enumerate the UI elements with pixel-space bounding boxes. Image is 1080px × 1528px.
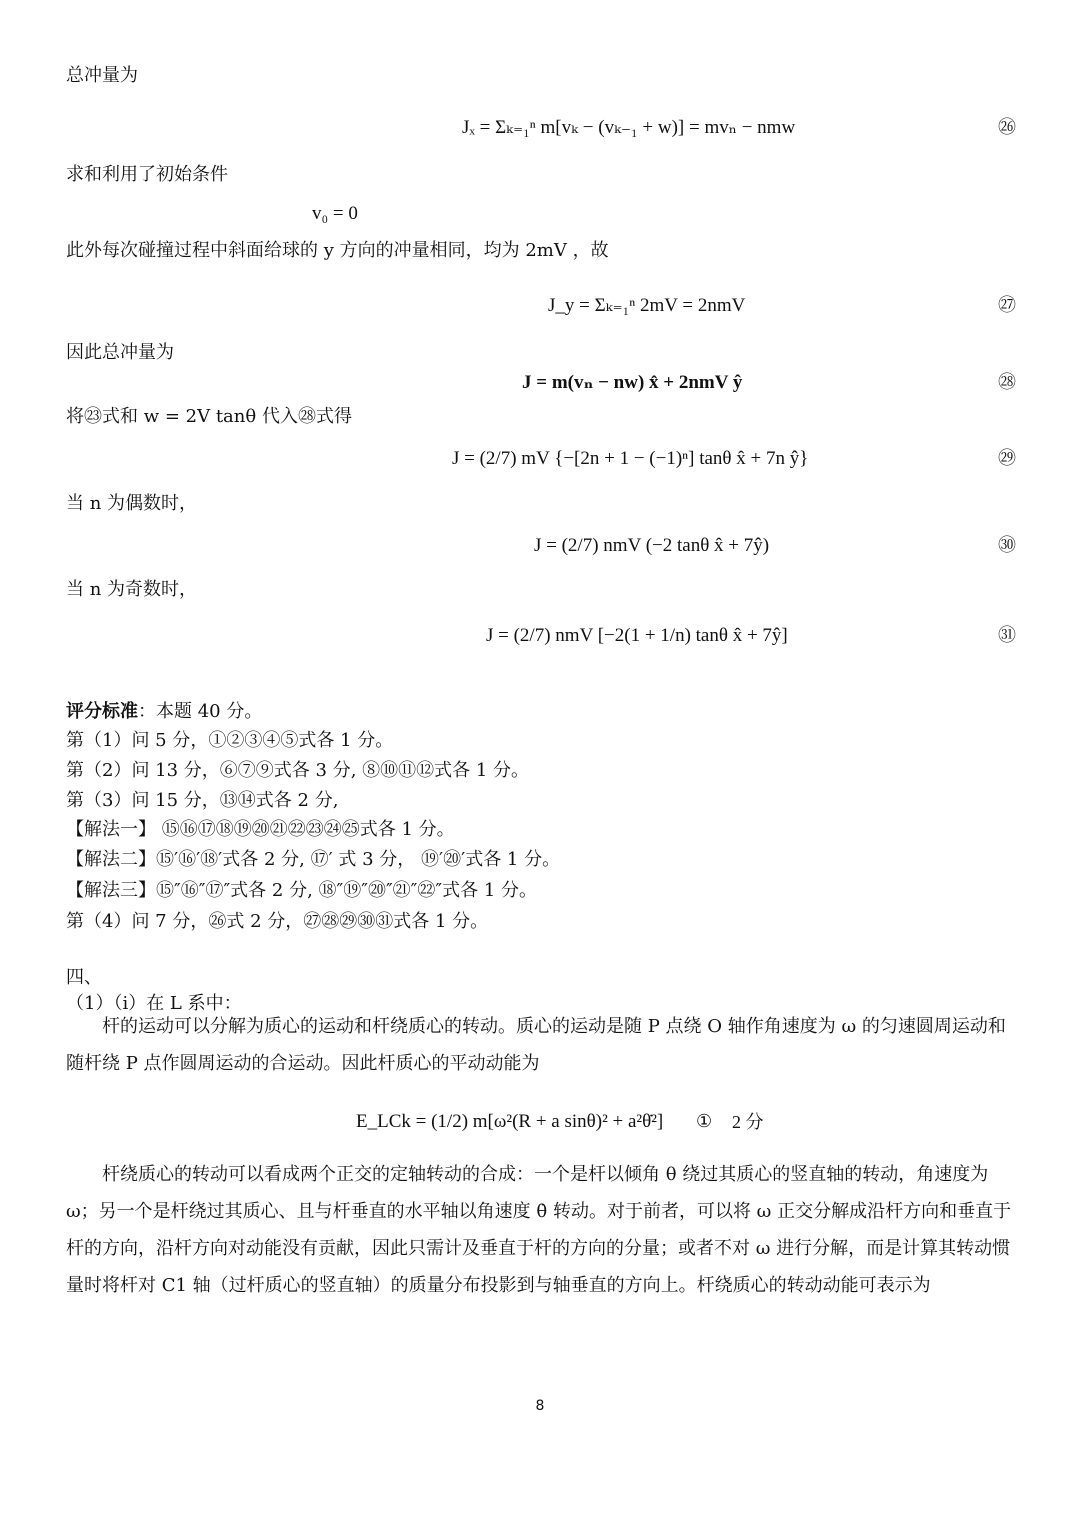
- text-n-even: 当 n 为偶数时，: [66, 493, 198, 514]
- text-initial-condition: 求和利用了初始条件: [66, 164, 228, 185]
- grading-q2: 第（2）问 13 分，⑥⑦⑨式各 3 分, ⑧⑩⑪⑫式各 1 分。: [66, 760, 530, 781]
- equation-number-31: ㉛: [998, 625, 1016, 646]
- equation-1-score: 2 分: [732, 1112, 764, 1132]
- section-4-subheading: （1）（i）在 L 系中：: [66, 993, 242, 1014]
- equation-number-28: ㉘: [998, 372, 1016, 393]
- text-substitute: 将㉓式和 w = 2V tanθ 代入㉘式得: [66, 406, 352, 427]
- page-number: 8: [535, 1398, 545, 1414]
- paragraph-rotational: 杆绕质心的转动可以看成两个正交的定轴转动的合成：一个是杆以倾角 θ 绕过其质心的竖直轴的转动，角速度为 ω；另一个是杆绕过其质心、且与杆垂直的水平轴以角速度 θ̇ 转动。对于前者，可以将 ω 正交分解成沿杆方向和垂直于杆的方向，沿杆方向对动能没有贡献，因此只需计及垂直于杆的方向的分量；或者不对 ω 进行分解，而是计算其转动惯量时将杆对 C1 轴（过杆质心的竖直轴）的质量分布投影到与轴垂直的方向上。杆绕质心的转动动能可表示为: [66, 1164, 1012, 1296]
- equation-31: J = (2/7) nmV [−2(1 + 1/n) tanθ x̂ + 7ŷ]: [486, 625, 788, 646]
- equation-v0: v₀ = 0: [312, 203, 358, 224]
- grading-q3: 第（3）问 15 分，⑬⑭式各 2 分,: [66, 790, 339, 811]
- section-4-heading: 四、: [66, 967, 102, 988]
- text-total-impulse: 总冲量为: [66, 65, 138, 86]
- equation-29: J = (2/7) mV {−[2n + 1 − (−1)ⁿ] tanθ x̂ + 7n ŷ}: [452, 448, 809, 469]
- grading-method-2: 【解法二】⑮′⑯′⑱′式各 2 分, ⑰′ 式 3 分， ⑲′⑳′式各 1 分。: [66, 849, 561, 870]
- equation-27: J_y = Σₖ₌₁ⁿ 2mV = 2nmV: [548, 295, 746, 316]
- paragraph-translational: 杆的运动可以分解为质心的运动和杆绕质心的转动。质心的运动是随 P 点绕 O 轴作角速度为 ω 的匀速圆周运动和随杆绕 P 点作圆周运动的合运动。因此杆质心的平动动能为: [66, 1016, 1006, 1074]
- grading-q1: 第（1）问 5 分，①②③④⑤式各 1 分。: [66, 730, 394, 751]
- grading-title: 评分标准: [66, 701, 138, 722]
- equation-26: Jₓ = Σₖ₌₁ⁿ m[vₖ − (vₖ₋₁ + w)] = mvₙ − nmw: [462, 117, 796, 138]
- equation-number-26: ㉖: [998, 117, 1016, 138]
- equation-number-30: ㉚: [998, 535, 1016, 556]
- grading-total: ：本题 40 分。: [138, 701, 263, 722]
- equation-number-27: ㉗: [998, 295, 1016, 316]
- equation-number-29: ㉙: [998, 448, 1016, 469]
- text-total-impulse-2: 因此总冲量为: [66, 342, 174, 363]
- grading-heading: [66, 700, 262, 724]
- equation-30: J = (2/7) nmV (−2 tanθ x̂ + 7ŷ): [534, 535, 770, 556]
- equation-28: J = m(vₙ − nw) x̂ + 2nmV ŷ: [522, 372, 743, 393]
- text-y-impulse: 此外每次碰撞过程中斜面给球的 y 方向的冲量相同，均为 2mV ，故: [66, 240, 609, 261]
- equation-1: E_LCk = (1/2) m[ω²(R + a sinθ)² + a²θ̇²]: [356, 1111, 664, 1132]
- text-n-odd: 当 n 为奇数时，: [66, 579, 198, 600]
- grading-q4: 第（4）问 7 分，㉖式 2 分，㉗㉘㉙㉚㉛式各 1 分。: [66, 911, 489, 932]
- grading-method-1: 【解法一】 ⑮⑯⑰⑱⑲⑳㉑㉒㉓㉔㉕式各 1 分。: [66, 819, 455, 840]
- grading-method-3: 【解法三】⑮″⑯″⑰″式各 2 分, ⑱″⑲″⑳″㉑″㉒″式各 1 分。: [66, 880, 538, 901]
- equation-number-1: ①: [696, 1111, 713, 1132]
